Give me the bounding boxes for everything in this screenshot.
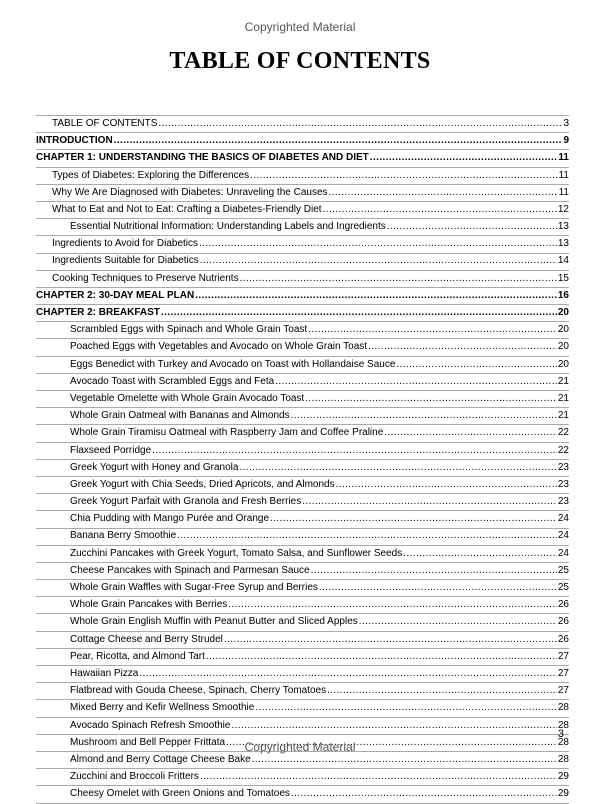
toc-entry-page: 21	[557, 392, 569, 404]
dot-leader	[305, 391, 557, 407]
copyright-header: Copyrighted Material	[244, 20, 356, 34]
dot-leader	[387, 219, 557, 235]
toc-entry-page: 24	[557, 530, 569, 542]
toc-entry-title: Whole Grain English Muffin with Peanut Butter and Sliced Apples	[70, 616, 358, 628]
toc-entry[interactable]	[36, 683, 569, 700]
toc-entry[interactable]	[36, 236, 569, 253]
toc-entry-title: Types of Diabetes: Exploring the Differences	[52, 169, 250, 181]
toc-entry[interactable]	[36, 529, 569, 546]
toc-entry-title: Greek Yogurt with Honey and Granola	[70, 461, 239, 473]
toc-entry-page: 29	[557, 771, 569, 783]
toc-entry-page: 28	[557, 753, 569, 765]
dot-leader	[231, 718, 556, 734]
toc-entry-page: 11	[558, 186, 569, 198]
toc-entry[interactable]	[36, 580, 569, 597]
dot-leader	[240, 271, 557, 287]
toc-entry[interactable]	[36, 614, 569, 631]
toc-entry-title: Greek Yogurt with Chia Seeds, Dried Apricots, and Almonds	[70, 478, 335, 490]
toc-entry[interactable]	[36, 752, 569, 769]
toc-entry[interactable]	[36, 563, 569, 580]
toc-entry[interactable]	[36, 339, 569, 356]
toc-entry-page: 28	[557, 702, 569, 714]
toc-entry-title: CHAPTER 1: UNDERSTANDING THE BASICS OF DIABETES AND DIET	[36, 152, 369, 164]
dot-leader	[152, 443, 557, 459]
toc-entry-title: Cooking Techniques to Preserve Nutrients	[52, 272, 239, 284]
toc-entry-title: Eggs Benedict with Turkey and Avocado on Toast with Hollandaise Sauce	[70, 358, 396, 370]
toc-entry-page: 3	[563, 117, 569, 129]
toc-entry-page: 11	[558, 169, 569, 181]
toc-entry[interactable]	[36, 460, 569, 477]
toc-entry-page: 16	[557, 289, 569, 301]
dot-leader	[368, 339, 557, 355]
toc-entry-page: 13	[557, 221, 569, 233]
toc-entry-title: Why We Are Diagnosed with Diabetes: Unraveling the Causes	[52, 186, 328, 198]
toc-entry[interactable]	[36, 133, 569, 150]
toc-entry-title: Cheesy Omelet with Green Onions and Tomatoes	[70, 788, 290, 800]
toc-entry[interactable]	[36, 305, 569, 322]
toc-entry-title: Whole Grain Pancakes with Berries	[70, 599, 228, 611]
toc-entry-title: Zucchini and Broccoli Fritters	[70, 771, 199, 783]
toc-entry[interactable]	[36, 477, 569, 494]
toc-entry-page: 11	[558, 152, 569, 164]
toc-entry[interactable]	[36, 185, 569, 202]
toc-entry-page: 24	[557, 547, 569, 559]
dot-leader	[177, 529, 557, 545]
toc-entry[interactable]	[36, 425, 569, 442]
toc-entry-title: Banana Berry Smoothie	[70, 530, 177, 542]
dot-leader	[158, 116, 562, 132]
page-number: 3	[557, 728, 564, 740]
toc-entry-title: Cottage Cheese and Berry Strudel	[70, 633, 223, 645]
toc-entry-page: 20	[557, 324, 569, 336]
toc-entry[interactable]	[36, 443, 569, 460]
dot-leader	[291, 786, 557, 802]
dot-leader	[319, 580, 557, 596]
toc-entry[interactable]	[36, 322, 569, 339]
toc-entry-title: CHAPTER 2: BREAKFAST	[36, 307, 160, 319]
toc-entry[interactable]	[36, 769, 569, 786]
toc-entry-page: 26	[557, 599, 569, 611]
toc-entry-title: Mixed Berry and Kefir Wellness Smoothie	[70, 702, 255, 714]
toc-entry[interactable]	[36, 115, 569, 133]
dot-leader	[252, 752, 557, 768]
toc-entry[interactable]	[36, 150, 569, 167]
dot-leader	[200, 254, 557, 270]
toc-entry[interactable]	[36, 494, 569, 511]
dot-leader	[250, 168, 557, 184]
toc-entry-title: Hawaiian Pizza	[70, 667, 139, 679]
copyright-footer: Copyrighted Material	[244, 740, 356, 754]
dot-leader	[396, 357, 556, 373]
toc-entry-page: 15	[557, 272, 569, 284]
toc-entry-title: Whole Grain Waffles with Sugar-Free Syrup and Berries	[70, 582, 318, 594]
toc-entry[interactable]	[36, 700, 569, 717]
dot-leader	[275, 374, 557, 390]
toc-entry-title: Avocado Spinach Refresh Smoothie	[70, 719, 231, 731]
toc-entry[interactable]	[36, 254, 569, 271]
toc-entry-title: What to Eat and Not to Eat: Crafting a Diabetes-Friendly Diet	[52, 203, 322, 215]
toc-entry-title: TABLE OF CONTENTS	[52, 117, 158, 129]
dot-leader	[370, 150, 558, 166]
dot-leader	[291, 408, 557, 424]
toc-entry-title: Flatbread with Gouda Cheese, Spinach, Cherry Tomatoes	[70, 685, 327, 697]
toc-entry-page: 28	[557, 736, 569, 748]
toc-entry-title: Zucchini Pancakes with Greek Yogurt, Tomato Salsa, and Sunflower Seeds	[70, 547, 403, 559]
dot-leader	[224, 632, 557, 648]
toc-entry-page: 26	[557, 633, 569, 645]
dot-leader	[114, 133, 563, 149]
dot-leader	[206, 649, 557, 665]
page-title: TABLE OF CONTENTS	[169, 48, 431, 74]
dot-leader	[200, 769, 557, 785]
toc-entry-page: 21	[557, 375, 569, 387]
toc-entry[interactable]	[36, 168, 569, 185]
toc-entry-title: Vegetable Omelette with Whole Grain Avocado Toast	[70, 392, 305, 404]
dot-leader	[323, 202, 557, 218]
dot-leader	[311, 563, 557, 579]
toc-entry-title: Flaxseed Porridge	[70, 444, 152, 456]
toc-entry-page: 27	[557, 685, 569, 697]
toc-entry-title: Avocado Toast with Scrambled Eggs and Feta	[70, 375, 275, 387]
toc-entry[interactable]	[36, 271, 569, 288]
toc-entry-title: Chia Pudding with Mango Purée and Orange	[70, 513, 270, 525]
toc-entry-page: 12	[557, 203, 569, 215]
toc-entry-title: Scrambled Eggs with Spinach and Whole Grain Toast	[70, 324, 308, 336]
toc-entry[interactable]	[36, 391, 569, 408]
toc-entry-page: 20	[557, 358, 569, 370]
toc-entry[interactable]	[36, 357, 569, 374]
toc-entry-title: Cheese Pancakes with Spinach and Parmesan Sauce	[70, 564, 310, 576]
toc-entry-page: 23	[557, 461, 569, 473]
toc-entry[interactable]	[36, 546, 569, 563]
toc-entry-page: 22	[557, 444, 569, 456]
toc-entry[interactable]	[36, 511, 569, 528]
toc-entry-page: 26	[557, 616, 569, 628]
toc-entry[interactable]	[36, 374, 569, 391]
dot-leader	[329, 185, 558, 201]
toc-entry-title: CHAPTER 2: 30-DAY MEAL PLAN	[36, 289, 195, 301]
toc-entry-title: Poached Eggs with Vegetables and Avocado on Whole Grain Toast	[70, 341, 368, 353]
toc-entry-page: 25	[557, 564, 569, 576]
toc-entry-page: 14	[557, 255, 569, 267]
dot-leader	[359, 614, 557, 630]
table-of-contents	[36, 115, 569, 804]
dot-leader	[228, 597, 557, 613]
toc-entry-page: 21	[557, 410, 569, 422]
dot-leader	[195, 288, 557, 304]
dot-leader	[327, 683, 557, 699]
dot-leader	[161, 305, 557, 321]
dot-leader	[336, 477, 557, 493]
toc-entry-page: 9	[563, 135, 569, 147]
toc-entry[interactable]	[36, 288, 569, 305]
toc-entry-page: 22	[557, 427, 569, 439]
toc-entry-title: Whole Grain Oatmeal with Bananas and Almonds	[70, 410, 290, 422]
toc-entry-page: 27	[557, 667, 569, 679]
dot-leader	[403, 546, 557, 562]
toc-entry[interactable]	[36, 786, 569, 803]
toc-entry-title: Greek Yogurt Parfait with Granola and Fresh Berries	[70, 496, 302, 508]
toc-entry-page: 27	[557, 650, 569, 662]
dot-leader	[199, 236, 557, 252]
toc-entry-title: Almond and Berry Cottage Cheese Bake	[70, 753, 251, 765]
dot-leader	[308, 322, 557, 338]
toc-entry-page: 29	[557, 788, 569, 800]
toc-entry-title: Ingredients Suitable for Diabetics	[52, 255, 199, 267]
toc-entry[interactable]	[36, 597, 569, 614]
dot-leader	[302, 494, 557, 510]
toc-entry-title: Pear, Ricotta, and Almond Tart	[70, 650, 205, 662]
toc-entry-page: 25	[557, 582, 569, 594]
dot-leader	[139, 666, 557, 682]
toc-entry[interactable]	[36, 718, 569, 735]
dot-leader	[255, 700, 557, 716]
toc-entry[interactable]	[36, 649, 569, 666]
toc-entry-page: 20	[557, 307, 569, 319]
toc-entry[interactable]	[36, 202, 569, 219]
dot-leader	[270, 511, 557, 527]
toc-entry-page: 20	[557, 341, 569, 353]
toc-entry-page: 13	[557, 238, 569, 250]
toc-entry-title: Essential Nutritional Information: Understanding Labels and Ingredients	[70, 221, 386, 233]
dot-leader	[239, 460, 556, 476]
dot-leader	[384, 425, 557, 441]
toc-entry-page: 23	[557, 496, 569, 508]
toc-entry-page: 23	[557, 478, 569, 490]
toc-entry-title: Ingredients to Avoid for Diabetics	[52, 238, 199, 250]
toc-entry-page: 24	[557, 513, 569, 525]
toc-entry[interactable]	[36, 408, 569, 425]
toc-entry[interactable]	[36, 666, 569, 683]
toc-entry-title: Mushroom and Bell Pepper Frittata	[70, 736, 226, 748]
toc-entry-title: Whole Grain Tiramisu Oatmeal with Raspberry Jam and Coffee Praline	[70, 427, 384, 439]
toc-entry[interactable]	[36, 219, 569, 236]
toc-entry[interactable]	[36, 632, 569, 649]
toc-entry-title: INTRODUCTION	[36, 135, 113, 147]
toc-entry-page: 28	[557, 719, 569, 731]
